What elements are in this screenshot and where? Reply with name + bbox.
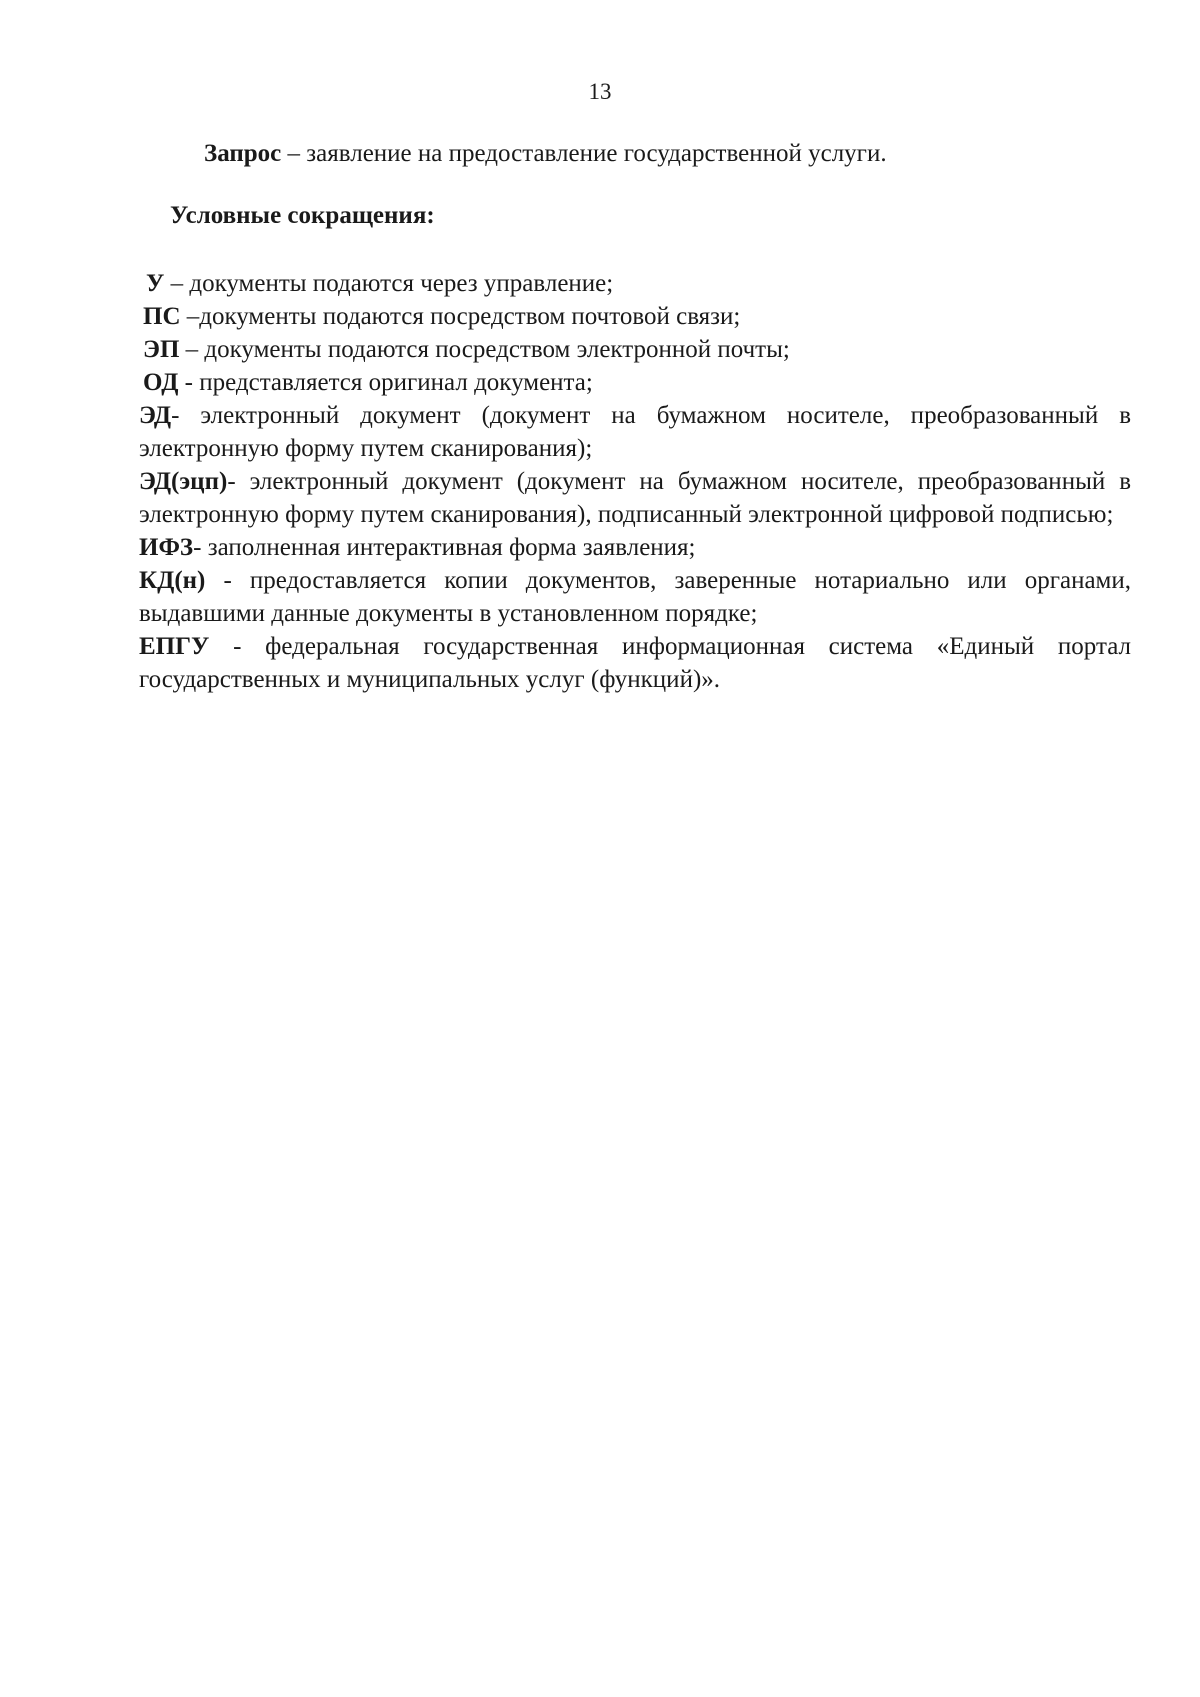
abbreviation-entry-epgu xyxy=(139,630,1131,696)
abbreviation-text: - заполненная интерактивная форма заявления; xyxy=(193,534,696,561)
abbreviation-term: ЭД(эцп) xyxy=(139,468,228,495)
abbreviation-term: КД(н) xyxy=(139,567,206,594)
abbreviation-text: –документы подаются посредством почтовой связи; xyxy=(180,303,741,330)
abbreviations-list xyxy=(139,267,1131,696)
abbreviation-entry-od xyxy=(139,366,1131,399)
abbreviation-entry-u xyxy=(139,267,1131,300)
page-number: 13 xyxy=(588,79,612,104)
abbreviation-text: – документы подаются посредством электронной почты; xyxy=(179,336,790,363)
abbreviation-term: У xyxy=(146,270,165,297)
abbreviation-text: - представляется оригинал документа; xyxy=(178,369,593,396)
abbreviation-entry-ps xyxy=(139,300,1131,333)
abbreviation-text: - федеральная государственная информационная система «Единый портал государственных и муниципальных услуг (функций)». xyxy=(139,633,1131,693)
abbreviation-text: - электронный документ (документ на бумажном носителе, преобразованный в электронную форму путем сканирования); xyxy=(139,402,1131,462)
abbreviation-entry-kd-n xyxy=(139,564,1131,630)
abbreviation-entry-ifz xyxy=(139,531,1131,564)
abbreviation-text: - предоставляется копии документов, заверенные нотариально или органами, выдавшими данные документы в установленном порядке; xyxy=(139,567,1131,627)
abbreviation-term: ЕПГУ xyxy=(139,633,210,660)
abbreviations-heading: Условные сокращения: xyxy=(170,202,435,229)
abbreviation-term: ОД xyxy=(143,369,179,396)
abbreviation-text: – документы подаются через управление; xyxy=(164,270,614,297)
abbreviation-term: ПС xyxy=(143,303,181,330)
request-text: – заявление на предоставление государственной услуги. xyxy=(281,140,887,167)
request-term: Запрос xyxy=(204,140,282,167)
request-definition xyxy=(204,139,887,169)
abbreviation-entry-ed xyxy=(139,399,1131,465)
abbreviation-term: ЭД xyxy=(139,402,172,429)
abbreviation-entry-ed-ecp xyxy=(139,465,1131,531)
abbreviation-term: ИФЗ xyxy=(139,534,194,561)
abbreviation-term: ЭП xyxy=(143,336,180,363)
abbreviation-entry-ep xyxy=(139,333,1131,366)
abbreviation-text: - электронный документ (документ на бумажном носителе, преобразованный в электронную форму путем сканирования), подписанный электронной цифровой подписью; xyxy=(139,468,1131,528)
